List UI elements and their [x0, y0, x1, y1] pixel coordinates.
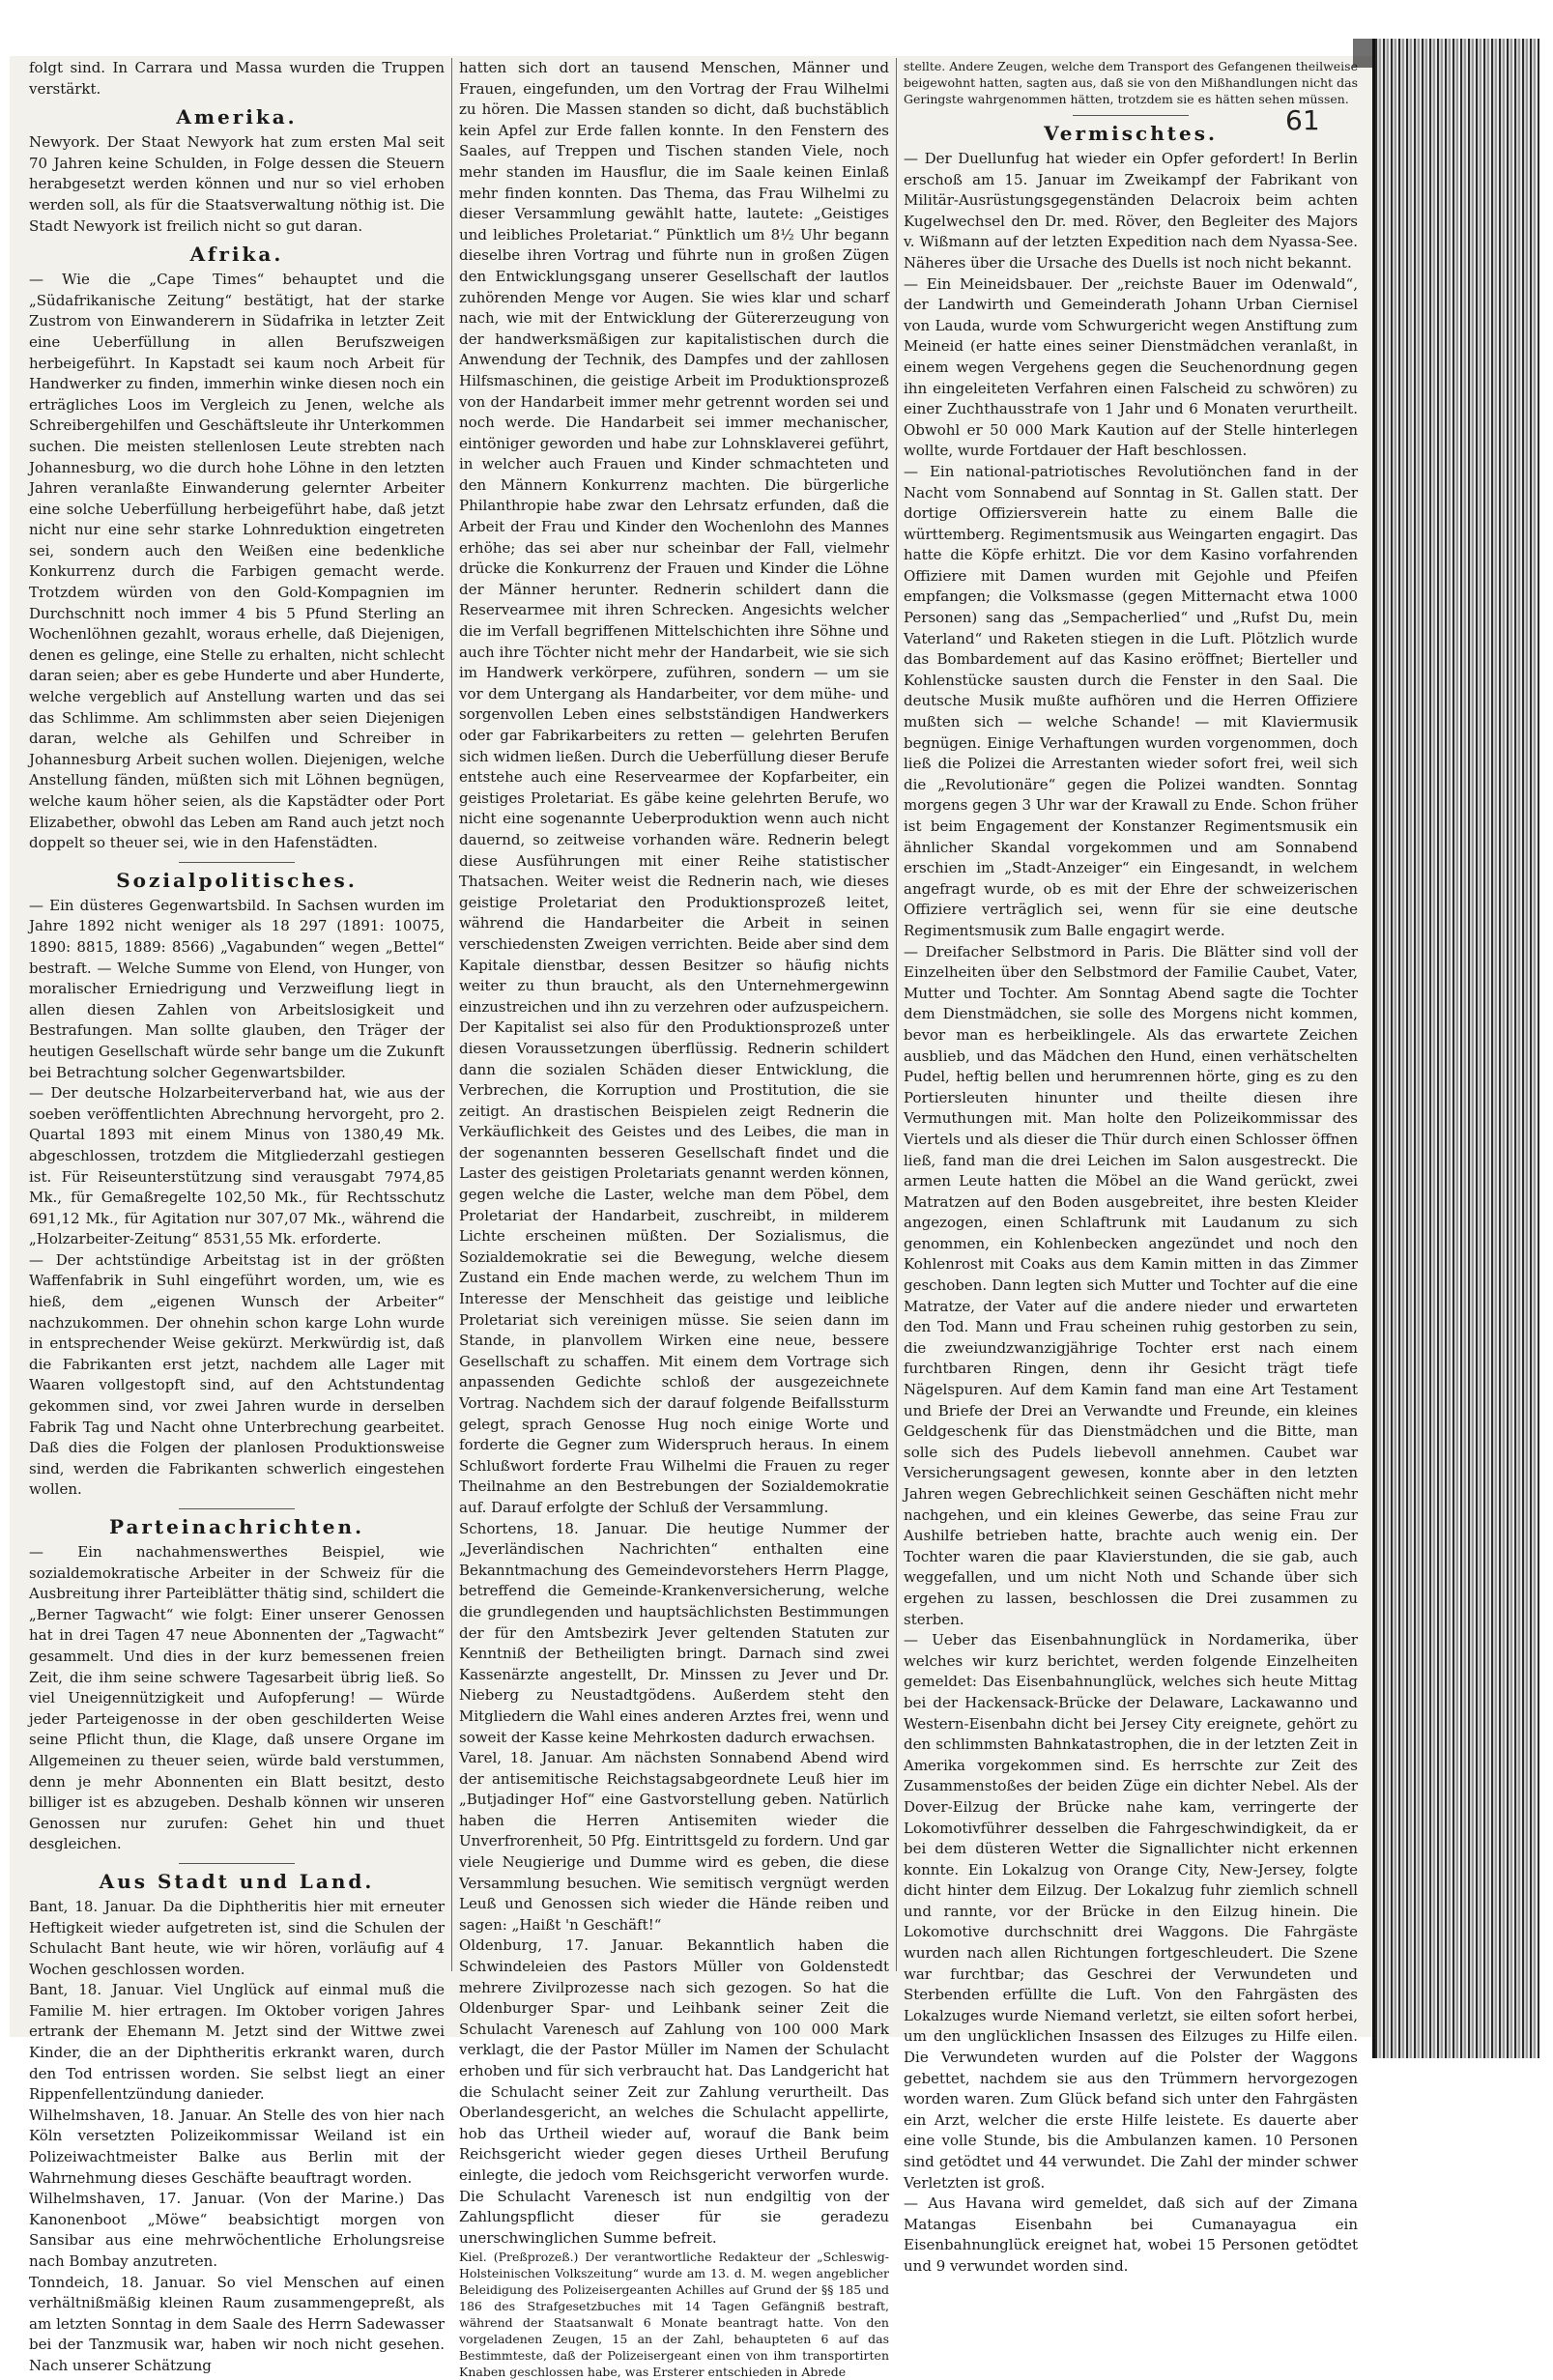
article-text: Wilhelmshaven, 18. Januar. An Stelle des von hier nach Köln versetzten Polizeikommissar Weiland ist ein Polizeiwachtmeister Balke aus Berlin mit der Wahrnehmung dieses Geschäfte beauftragt worden. [29, 2106, 445, 2187]
article-text: folgt sind. In Carrara und Massa wurden die Truppen verstärkt. [29, 59, 445, 98]
article-text-small: Kiel. (Preßprozeß.) Der verantwortliche Redakteur der „Schleswig-Holsteinischen Volkszeitung“ wurde am 13. d. M. wegen angeblicher Beleidigung des Polizeisergeanten Achilles auf Grund der §§ 185 und 186 des Strafgesetzbuches mit 14 Tagen Gefängniß bestraft, während der Staatsanwalt 6 Monate beantragt hatte. Von den vorgeladenen Zeugen, 15 an der Zahl, behaupteten 6 auf das Bestimmteste, daß der Polizeisergeant einen von ihm transportirten Knaben geschlossen habe, was Ersterer entschieden in Abrede [459, 2250, 889, 2380]
article-text: Bant, 18. Januar. Da die Diphtheritis hier mit erneuter Heftigkeit wieder aufgetreten ist, sind die Schulen der Schulacht Bant heute, wie wir hören, vorläufig auf 4 Wochen geschlossen worden. [29, 1897, 445, 1978]
article-text: — Der deutsche Holzarbeiterverband hat, wie aus der soeben veröffentlichten Abrechnung hervorgeht, pro 2. Quartal 1893 mit einem Minus von 1380,49 Mk. abgeschlossen, trotzdem die Mitgliederzahl gestiegen ist. Für Reiseunterstützung sind verausgabt 7974,85 Mk., für Gemaßregelte 102,50 Mk., für Rechtsschutz 691,12 Mk., für Agitation nur 307,07 Mk., während die „Holzarbeiter-Zeitung“ 8531,55 Mk. erforderte. [29, 1084, 445, 1248]
section-heading-amerika: Amerika. [176, 105, 298, 129]
article-text: Bant, 18. Januar. Viel Unglück auf einmal muß die Familie M. hier ertragen. Im Oktober vorigen Jahres ertrank der Ehemann M. Jetzt sind der Wittwe zwei Kinder, die an der Diphtheritis erkrankt waren, durch den Tod entrissen worden. Sie selbst liegt an einer Rippenfellentzündung danieder. [29, 1981, 445, 2104]
section-heading-afrika: Afrika. [189, 243, 284, 267]
book-page-edges [1372, 39, 1539, 2058]
column-3 [904, 58, 1358, 2275]
article-text: — Der Duellunfug hat wieder ein Opfer gefordert! In Berlin erschoß am 15. Januar im Zweikampf der Fabrikant von Militär-Ausrüstungsgegenständen Delacroix beim achten Kugelwechsel den Dr. med. Röver, den Begleiter des Majors v. Wißmann auf der letzten Expedition nach dem Nyassa-See. Näheres über die Ursache des Duells ist noch nicht bekannt. [904, 150, 1358, 272]
article-text: — Ein nachahmenswerthes Beispiel, wie sozialdemokratische Arbeiter in der Schweiz für die Ausbreitung ihrer Parteiblätter thätig sind, schildert die „Berner Tagwacht“ wie folgt: Einer unserer Genossen hat in drei Tagen 47 neue Abonnenten der „Tagwacht“ gesammelt. Und dies in der kurz bemessenen freien Zeit, die ihm seine schwere Tagesarbeit übrig ließ. So viel Uneigennützigkeit und Aufopferung! — Würde jeder Parteigenosse in der oben geschilderten Weise seine Pflicht thun, die Klage, daß unsere Organe im Allgemeinen zu theuer seien, würde bald verstummen, denn je mehr Abonnenten ein Blatt besitzt, desto billiger ist es abzugeben. Deshalb können wir unseren Genossen nur zurufen: Gehet hin und thuet desgleichen. [29, 1543, 445, 1853]
article-text-small: stellte. Andere Zeugen, welche dem Transport des Gefangenen theilweise beigewohnt hatten, sagten aus, daß sie von den Mißhandlungen nicht das Geringste wahrgenommen hätten, trotzdem sie es hätten sehen müssen. [904, 59, 1358, 106]
article-text: Varel, 18. Januar. Am nächsten Sonnabend Abend wird der antisemitische Reichstagsabgeordnete Leuß hier im „Butjadinger Hof“ eine Gastvorstellung geben. Natürlich haben die Herren Antisemiten wieder die Unverfrorenheit, 50 Pfg. Eintrittsgeld zu fordern. Und gar viele Neugierige und Dumme wird es geben, die diese Versammlung besuchen. Wie semitisch vergnügt werden Leuß und Genossen sich wieder die Hände reiben und sagen: „Haißt 'n Geschäft!“ [459, 1749, 889, 1934]
separator [179, 1863, 295, 1864]
article-text: — Wie die „Cape Times“ behauptet und die „Südafrikanische Zeitung“ bestätigt, hat der starke Zustrom von Einwanderern in Südafrika in letzter Zeit eine Ueberfüllung in allen Berufszweigen herbeigeführt. In Kapstadt sei kaum noch Arbeit für Handwerker zu finden, immerhin winke diesen noch ein erträgliches Loos im Vergleich zu Jenen, welche als Schreibergehilfen und Geschäftsleute ihr Unterkommen suchen. Die meisten stellenlosen Leute strebten nach Johannesburg, wo die durch hohe Löhne in den letzten Jahren veranlaßte Einwanderung gelernter Arbeiter eine solche Ueberfüllung herbeigeführt habe, daß jetzt nicht nur eine sehr starke Lohnreduktion eingetreten sei, sondern auch den Weißen eine bedenkliche Konkurrenz durch die Farbigen gemacht werde. Trotzdem würden von den Gold-Kompagnien im Durchschnitt noch immer 4 bis 5 Pfund Sterling an Wochenlöhnen gezahlt, woraus erhelle, daß Diejenigen, denen es gelinge, eine Stelle zu erhalten, nicht schlecht daran seien; aber es gebe Hunderte und aber Hunderte, welche vergeblich auf Anstellung warten und das sei das Schlimme. Am schlimmsten aber seien Diejenigen daran, welche als Gehilfen und Schreiber in Johannesburg Arbeit suchen wollen. Diejenigen, welche Anstellung fänden, müßten sich mit Löhnen begnügen, welche kaum höher seien, als die Kapstädter oder Port Elizabether, obwohl das Leben am Rand auch jetzt noch doppelt so theuer sei, wie in den Hafenstädten. [29, 271, 445, 852]
article-text: — Ein national-patriotisches Revolutiönchen fand in der Nacht vom Sonnabend auf Sonntag in St. Gallen statt. Der dortige Offiziersverein hatte zu einem Balle die württemberg. Regimentsmusik aus Weingarten engagirt. Das hatte die Köpfe erhitzt. Die vor dem Kasino vorfahrenden Offiziere mit Damen wurden mit Gejohle und Pfeifen empfangen; die Volksmasse (gegen Mitternacht etwa 1000 Personen) sang das „Sempacherlied“ und „Rufst Du, mein Vaterland“ und Raketen stiegen in die Luft. Plötzlich wurde das Bombardement auf das Kasino eröffnet; Bierteller und Kohlenstücke sausten durch die Fenster in den Saal. Die deutsche Musik mußte aufhören und die Herren Offiziere mußten sich — welche Schande! — mit Klaviermusik begnügen. Einige Verhaftungen wurden vorgenommen, doch ließ die Polizei die Arrestanten wieder sofort frei, weil sich die „Revolutionäre“ gegen die Polizei wandten. Sonntag morgens gegen 3 Uhr war der Krawall zu Ende. Schon früher ist beim Engagement der Konstanzer Regimentsmusik ein ähnlicher Skandal vorgekommen und am Sonnabend erschien im „Stadt-Anzeiger“ ein Eingesandt, in welchem angefragt wurde, ob es mit der Ehre der schweizerischen Offiziere verträglich sei, wenn für sie eine deutsche Regimentsmusik zum Balle engagirt werde. [904, 462, 1358, 939]
article-text: — Ueber das Eisenbahnunglück in Nordamerika, über welches wir kurz berichtet, werden folgende Einzelheiten gemeldet: Das Eisenbahnunglück, welches sich heute Mittag bei der Hackensack-Brücke der Delaware, Lackawanno und Western-Eisenbahn dicht bei Jersey City ereignete, gehört zu den schlimmsten Bahnkatastrophen, die in der letzten Zeit in Amerika vorgekommen sind. Es herrschte zur Zeit des Zusammenstoßes der beiden Züge ein dichter Nebel. Als der Dover-Eilzug der Brücke nahe kam, verringerte der Lokomotivführer desselben die Fahrgeschwindigkeit, da er bei dem düsteren Wetter die Signallichter nicht erkennen konnte. Ein Lokalzug von Orange City, New-Jersey, folgte dicht hinter dem Eilzug. Der Lokalzug fuhr ziemlich schnell und rannte, vor der Brücke in den Eilzug hinein. Die Lokomotive durchschnitt drei Waggons. Die Fahrgäste wurden nach allen Richtungen fortgeschleudert. Die Szene war furchtbar; das Geschrei der Verwundeten und Sterbenden erfüllte die Luft. Von den Fahrgästen des Lokalzuges wurde Niemand verletzt, sie eilten sofort herbei, um den unglücklichen Insassen des Eilzuges zu Hilfe eilen. Die Verwundeten wurden auf die Polster der Waggons gebettet, nachdem sie aus den Trümmern hervorgezogen worden waren. Zum Glück befand sich unter den Fahrgästen ein Arzt, welcher die erste Hilfe leistete. Es dauerte aber eine volle Stunde, bis die Ambulanzen kamen. 10 Personen sind getödtet und 44 verwundet. Die Zahl der minder schwer Verletzten ist groß. [904, 1631, 1358, 2192]
section-heading-aus-stadt-und-land: Aus Stadt und Land. [99, 1869, 375, 1893]
page-number: 61 [1285, 104, 1320, 136]
separator [1073, 115, 1189, 116]
article-text: Newyork. Der Staat Newyork hat zum ersten Mal seit 70 Jahren keine Schulden, in Folge dessen die Steuern herabgesetzt werden können und nur so viel erhoben werden soll, als für die Staatsverwaltung nöthig ist. Die Stadt Newyork ist freilich nicht so gut daran. [29, 133, 445, 235]
section-heading-sozialpolitisches: Sozialpolitisches. [116, 868, 358, 892]
column-rule [896, 58, 897, 1971]
section-heading-vermischtes: Vermischtes. [1044, 122, 1218, 145]
article-text: Oldenburg, 17. Januar. Bekanntlich haben die Schwindeleien des Pastors Müller von Goldenstedt mehrere Zivilprozesse nach sich gezogen. So hat die Oldenburger Spar- und Leihbank seiner Zeit die Schulacht Varenesch auf Zahlung von 100 000 Mark verklagt, die der Pastor Müller im Namen der Schulacht erhoben und für sich verbraucht hat. Das Landgericht hat die Schulacht seiner Zeit zur Zahlung verurtheilt. Das Oberlandesgericht, an welches die Schulacht appellirte, hob das Urtheil wieder auf, worauf die Bank beim Reichsgericht wieder gegen dieses Urtheil Berufung einlegte, die jedoch vom Reichsgericht verworfen wurde. Die Schulacht Varenesch ist nun endgiltig von der Zahlungspflicht dieser für sie geradezu unerschwinglichen Summe befreit. [459, 1936, 889, 2247]
article-text: — Ein düsteres Gegenwartsbild. In Sachsen wurden im Jahre 1892 nicht weniger als 18 297 (1891: 10075, 1890: 8815, 1889: 8566) „Vagabunden“ wegen „Bettel“ bestraft. — Welche Summe von Elend, von Hunger, von moralischer Erniedrigung und Verzweiflung liegt in allen diesen Zahlen von Arbeitslosigkeit und Bestrafungen. Man sollte glauben, den Träger der heutigen Gesellschaft würde sehr bange um die Zukunft bei Betrachtung solcher Gegenwartsbilder. [29, 896, 445, 1081]
separator [179, 1508, 295, 1509]
article-text: Wilhelmshaven, 17. Januar. (Von der Marine.) Das Kanonenboot „Möwe“ beabsichtigt morgen von Sansibar aus eine mehrwöchentliche Erholungsreise nach Bombay anzutreten. [29, 2190, 445, 2270]
article-text: Tonndeich, 18. Januar. So viel Menschen auf einen verhältnißmäßig kleinen Raum zusammengepreßt, als am letzten Sonntag in dem Saale des Herrn Sadewasser bei der Tanzmusik war, haben wir noch nicht gesehen. Nach unserer Schätzung [29, 2273, 445, 2374]
section-heading-parteinachrichten: Parteinachrichten. [108, 1515, 365, 1538]
article-text: — Dreifacher Selbstmord in Paris. Die Blätter sind voll der Einzelheiten über den Selbstmord der Familie Caubet, Vater, Mutter und Tochter. Am Sonntag Abend sagte die Tochter dem Dienstmädchen, sie solle des Morgens nicht kommen, bevor man es herbeiklingele. Als das erwartete Zeichen ausblieb, und das Mädchen den Hund, einen verhätschelten Pudel, heftig bellen und herumrennen hörte, ging es zu den Portiersleuten hinunter und theilte diesen ihre Vermuthungen mit. Man holte den Polizeikommissar des Viertels und als dieser die Thür durch einen Schlosser öffnen ließ, fand man die drei Leichen im Salon ausgestreckt. Die armen Leute hatten die Möbel an die Wand gerückt, zwei Matratzen auf den Boden ausgebreitet, ihre besten Kleider angezogen, einen Schlaftrunk mit Laudanum zu sich genommen, ein Kohlenbecken angezündet und noch den Kohlenrost mit Coaks aus dem Kamin mitten in das Zimmer geschoben. Dann legten sich Mutter und Tochter auf die eine Matratze, der Vater auf die andere nieder und erwarteten den Tod. Mann und Frau scheinen ruhig gestorben zu sein, die zweiundzwanzigjährige Tochter erst nach einem furchtbaren Ringen, denn ihr Gesicht trägt tiefe Nägelspuren. Auf dem Kamin fand man eine Art Testament und Briefe der Drei an Verwandte und Freunde, ein kleines Geldgeschenk für das Dienstmädchen und die Bitte, man solle sich des Pudels liebevoll annehmen. Caubet war Versicherungsagent gewesen, konnte aber in den letzten Jahren wegen Gebrechlichkeit seinen Geschäften nicht mehr nachgehen, und ein kleines Gewerbe, das seine Frau zur Aushilfe betrieben hatte, brachte auch wenig ein. Der Tochter waren die paar Klavierstunden, die sie gab, auch weggefallen, und um nicht Noth und Schande über sich ergehen zu lassen, beschlossen die Drei zusammen zu sterben. [904, 942, 1358, 1628]
separator [179, 862, 295, 863]
article-text: hatten sich dort an tausend Menschen, Männer und Frauen, eingefunden, um den Vortrag der Frau Wilhelmi zu hören. Die Massen standen so dicht, daß buchstäblich kein Apfel zur Erde fallen konnte. In den Fenstern des Saales, auf Treppen und Tischen standen Viele, noch mehr standen im Hausflur, die im Saale keinen Einlaß mehr finden konnten. Das Thema, das Frau Wilhelmi zu dieser Versammlung gewählt hatte, lautete: „Geistiges und leibliches Proletariat.“ Pünktlich um 8½ Uhr begann dieselbe ihren Vortrag und führte nun in großen Zügen den Entwicklungsgang unserer Gesellschaft der lautlos zuhörenden Menge vor Augen. Sie wies klar und scharf nach, wie mit der Entwicklung der Gütererzeugung von der handwerksmäßigen zur kapitalistischen durch die Anwendung der Technik, des Dampfes und der zahllosen Hilfsmaschinen, die geistige Arbeit im Produktionsprozeß von der Handarbeit immer mehr getrennt worden sei und noch werde. Die Handarbeit sei immer mechanischer, eintöniger geworden und habe zur Lohnsklaverei geführt, in welcher auch Frauen und Kinder schmachteten und den Männern Konkurrenz machten. Die bürgerliche Philanthropie habe zwar den Lehrsatz erfunden, daß die Arbeit der Frau und Kinder den Wochenlohn des Mannes erhöhe; das sei aber nur scheinbar der Fall, vielmehr drücke die Konkurrenz der Frauen und Kinder die Löhne der Männer herunter. Rednerin schildert dann die Reservearmee mit ihren Schrecken. Angesichts welcher die im Verfall begriffenen Mittelschichten ihre Söhne und auch ihre Töchter nicht mehr der Handarbeit, wie sie sich im Handwerk verkörpere, zuführen, sondern — um sie vor dem Untergang als Handarbeiter, vor dem mühe- und sorgenvollen Leben eines selbstständigen Handwerkers oder gar Fabrikarbeiters zu retten — gelehrten Berufen sich widmen ließen. Durch die Ueberfüllung dieser Berufe entstehe auch eine Reservearmee der Kopfarbeiter, ein geistiges Proletariat. Es gäbe keine gelehrten Berufe, wo nicht eine sogenannte Ueberproduktion wenn auch nicht dauernd, so zeitweise vorhanden wäre. Rednerin belegt diese Ausführungen mit einer Reihe statistischer Thatsachen. Weiter weist die Rednerin nach, wie dieses geistige Proletariat den Produktionsprozeß leitet, während die Handarbeiter die Arbeit in seinen verschiedensten Zweigen verrichten. Beide aber sind dem Kapitale dienstbar, dessen Besitzer so häufig nichts weiter zu thun braucht, als den Unternehmergewinn einzustreichen und ihn zu verzehren oder aufzuspeichern. Der Kapitalist sei also für den Produktionsprozeß unter diesen Voraussetzungen überflüssig. Rednerin schildert dann die sozialen Schäden dieser Entwicklung, die Verbrechen, die Korruption und Prostitution, die sie zeitigt. An drastischen Beispielen zeigt Rednerin die Verkäuflichkeit des Geistes und des Leibes, die man in der sogenannten besseren Gesellschaft findet und die Laster des geistigen Proletariats genannt werden können, gegen welche die Laster, welche man dem Pöbel, dem Proletariat der Handarbeit, zuschreibt, in milderem Lichte erscheinen müßten. Der Sozialismus, die Sozialdemokratie sei die Bewegung, welche diesem Zustand ein Ende machen werde, zu welchem Thun im Interesse der Menschheit das geistige und leibliche Proletariat sich vereinigen müsse. Sie seien dann im Stande, in planvollem Wirken eine neue, bessere Gesellschaft zu schaffen. Mit einem dem Vortrage sich anpassenden Gedichte schloß der ausgezeichnete Vortrag. Nachdem sich der darauf folgende Beifallssturm gelegt, sprach Genosse Hug noch einige Worte und forderte die Gegner zum Widerspruch heraus. In einem Schlußwort forderte Frau Wilhelmi die Frauen zu reger Theilnahme an den Bestrebungen der Sozialdemokratie auf. Darauf erfolgte der Schluß der Versammlung. [459, 59, 890, 1516]
column-2 [459, 58, 890, 2380]
article-text: — Aus Havana wird gemeldet, daß sich auf der Zimana Matangas Eisenbahn bei Cumanayagua ein Eisenbahnunglück ereignet hat, wobei 15 Personen getödtet und 9 verwundet worden sind. [904, 2194, 1358, 2275]
article-text: Schortens, 18. Januar. Die heutige Nummer der „Jeverländischen Nachrichten“ enthalten eine Bekanntmachung des Gemeindevorstehers Herrn Plagge, betreffend die Gemeinde-Krankenversicherung, welche die grundlegenden und hauptsächlichsten Bestimmungen der für den Amtsbezirk Jever geltenden Statuten zur Kenntniß der Betheiligten bringt. Darnach sind zwei Kassenärzte angestellt, Dr. Minssen zu Jever und Dr. Nieberg zu Neustadtgödens. Außerdem steht den Mitgliedern die Wahl eines anderen Arztes frei, wenn und soweit der Kasse keine Mehrkosten dadurch erwachsen. [459, 1519, 889, 1746]
article-text: — Der achtstündige Arbeitstag ist in der größten Waffenfabrik in Suhl eingeführt worden, um, wie es hieß, dem „eigenen Wunsch der Arbeiter“ nachzukommen. Der ohnehin schon karge Lohn wurde in entsprechender Weise gekürzt. Merkwürdig ist, daß die Fabrikanten erst jetzt, nachdem alle Lager mit Waaren vollgestopft sind, auf den Achtstundentag gekommen sind, vor zwei Jahren wurde in derselben Fabrik Tag und Nacht ohne Unterbrechung gearbeitet. Daß dies die Folgen der planlosen Produktionsweise sind, werden die Fabrikanten schwerlich eingestehen wollen. [29, 1250, 445, 1499]
article-text: — Ein Meineidsbauer. Der „reichste Bauer im Odenwald“, der Landwirth und Gemeinderath Johann Urban Ciernisel von Lauda, wurde vom Schwurgericht wegen Anstiftung zum Meineid (er hatte eines seiner Dienstmädchen veranlaßt, in einem wegen Vergehens gegen die Seuchenordnung gegen ihn eingeleiteten Verfahren einen Falscheid zu schwören) zu einer Zuchthausstrafe von 1 Jahr und 6 Monaten verurtheilt. Obwohl er 50 000 Mark Kaution auf der Stelle hinterlegen wollte, wurde Fortdauer der Haft beschlossen. [904, 274, 1358, 460]
column-1 [29, 58, 445, 2374]
column-rule [451, 58, 452, 1971]
